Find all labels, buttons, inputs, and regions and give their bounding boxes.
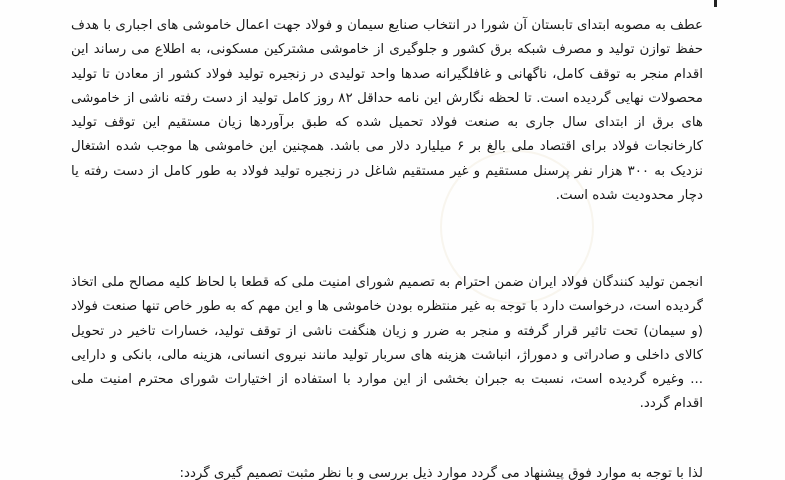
letter-paragraph-3: لذا با توجه به موارد فوق پیشنهاد می گردد موارد ذیل بررسی و با نظر مثبت تصمیم گیری گردد: xyxy=(179,466,703,480)
page-corner-mark xyxy=(714,0,717,7)
letter-paragraph-1: عطف به مصوبه ابتدای تابستان آن شورا در انتخاب صنایع سیمان و فولاد جهت اعمال خاموشی های اجباری با هدف حفظ توازن تولید و مصرف شبکه برق کشور و جلوگیری از خاموشی مشترکین مسکونی، به اطلاع می رساند این اقدام منجر به توقف کامل، ناگهانی و غافلگیرانه صدها واحد تولیدی در زنجیره تولید فولاد کشور از معادن تا تولید محصولات نهایی گردیده است. تا لحظه نگارش این نامه حداقل ۸۲ روز کامل تولید از دست رفته ناشی از خاموشی های برق از ابتدای سال جاری به صنعت فولاد تحمیل شده که طبق برآوردها زیان مستقیم این توقف تولید کارخانجات فولاد برای اقتصاد ملی بالغ بر ۶ میلیارد دلار می باشد. همچنین این خاموشی ها موجب شده اشتغال نزدیک به ۳۰۰ هزار نفر پرسنل مستقیم و غیر مستقیم شاغل در زنجیره تولید فولاد به طور کامل از دست رفته یا دچار محدودیت شده است. xyxy=(71,18,703,204)
letter-paragraph-2: انجمن تولید کنندگان فولاد ایران ضمن احترام به تصمیم شورای امنیت ملی که قطعا با لحاظ کلیه مصالح ملی اتخاذ گردیده است، درخواست دارد با توجه به غیر منتظره بودن خاموشی ها و این مهم که به طور خاص تنها صنعت فولاد (و سیمان) تحت تاثیر قرار گرفته و منجر به ضرر و زیان هنگفت ناشی از توقف تولید، خسارات تاخیر در تحویل کالای داخلی و صادراتی و دموراژ، انباشت هزینه های سربار تولید مانند نیروی انسانی، هزینه مالی، بانکی و دارایی ... وغیره گردیده است، نسبت به جبران بخشی از این موارد با استفاده از اختیارات شورای محترم امنیت ملی اقدام گردد. xyxy=(71,275,703,412)
